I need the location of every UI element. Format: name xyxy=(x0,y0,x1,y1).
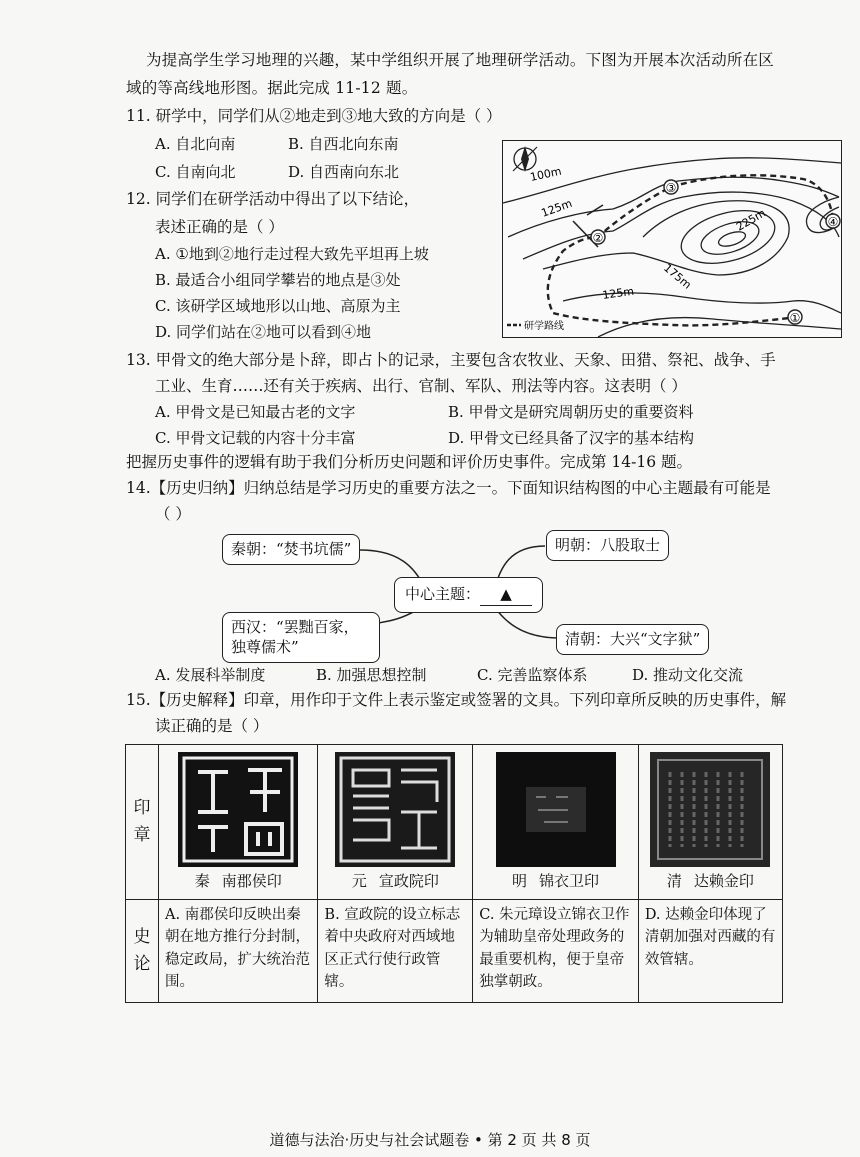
seal-table xyxy=(125,744,783,1003)
mind-node-ming: 明朝：八股取士 xyxy=(546,530,669,561)
seal-cell-yuan xyxy=(318,745,473,900)
seal-name-yuan: 宣政院印 xyxy=(378,872,439,890)
contour-ring-200 xyxy=(675,201,780,272)
mind-center-label: 中心主题： xyxy=(405,585,481,603)
q13-option-c: C. 甲骨文记载的内容十分丰富 xyxy=(155,429,356,447)
q14-option-c: C. 完善监察体系 xyxy=(477,666,588,684)
q11-option-c: C. 自南向北 xyxy=(155,163,236,181)
mind-node-qing: 清朝：大兴“文字狱” xyxy=(556,624,709,655)
q13-stem-1: 13. 甲骨文的绝大部分是卜辞，即占卜的记录，主要包含农牧业、天象、田猎、祭祀、战争、手 xyxy=(126,351,776,369)
q12-option-c: C. 该研学区域地形以山地、高原为主 xyxy=(155,297,401,315)
seal-image-yuan xyxy=(335,752,455,867)
q15-stem-2: 读正确的是（ ） xyxy=(155,717,269,735)
seal-glyphs-qing xyxy=(650,752,770,867)
seal-dynasty-yuan: 元 xyxy=(351,872,367,890)
q13-option-b: B. 甲骨文是研究周朝历史的重要资料 xyxy=(448,403,694,421)
history-cell-d: D. 达赖金印体现了清朝加强对西藏的有效管辖。 xyxy=(638,900,782,1003)
q14-option-d: D. 推动文化交流 xyxy=(632,666,744,684)
seal-dynasty-qin: 秦 xyxy=(194,872,210,890)
mind-node-qin: 秦朝：“焚书坑儒” xyxy=(222,534,360,565)
row-head-seal-label: 印章 xyxy=(133,797,151,845)
map-point-1: ① xyxy=(789,311,801,325)
seal-name-ming: 锦衣卫印 xyxy=(539,872,600,890)
contour-label-100: 100m xyxy=(528,164,563,184)
map-point-2: ② xyxy=(592,231,604,245)
mind-center-mark: ▲ xyxy=(480,584,532,606)
q14-stem-2: （ ） xyxy=(155,505,191,523)
row-head-history xyxy=(126,900,159,1003)
contour-label-225: 225m xyxy=(734,206,768,234)
history-cell-a: A. 南郡侯印反映出秦朝在地方推行分封制，稳定政局，扩大统治范围。 xyxy=(159,900,318,1003)
seal-image-ming xyxy=(496,752,616,867)
q13-option-a: A. 甲骨文是已知最古老的文字 xyxy=(155,403,356,421)
contour-label-175: 175m xyxy=(661,261,694,292)
history-cell-b: B. 宣政院的设立标志着中央政府对西域地区正式行使行政管辖。 xyxy=(318,900,473,1003)
mind-node-xihan: 西汉：“罢黜百家，独尊儒术” xyxy=(222,612,380,663)
row-head-seal xyxy=(126,745,159,900)
q12-stem-1: 12. 同学们在研学活动中得出了以下结论， xyxy=(126,190,420,208)
q14-option-b: B. 加强思想控制 xyxy=(316,666,427,684)
q11-option-b: B. 自西北向东南 xyxy=(288,135,399,153)
seal-cell-qin xyxy=(159,745,318,900)
q14-option-a: A. 发展科举制度 xyxy=(155,666,266,684)
seal-dynasty-qing: 清 xyxy=(666,872,682,890)
contour-label-125b: 125m xyxy=(601,284,635,302)
map-point-3: ③ xyxy=(665,181,677,195)
page-footer: 道德与法治·历史与社会试题卷 • 第 2 页 共 8 页 xyxy=(269,1131,591,1149)
history-cell-c: C. 朱元璋设立锦衣卫作为辅助皇帝处理政务的最重要机构，便于皇帝独掌朝政。 xyxy=(473,900,639,1003)
map-point-4: ④ xyxy=(827,215,839,229)
seal-glyphs-yuan xyxy=(335,752,455,867)
q12-option-a: A. ①地到②地行走过程大致先平坦再上坡 xyxy=(155,245,429,263)
row-head-history-label: 史论 xyxy=(133,926,151,974)
q13-stem-2: 工业、生育……还有关于疾病、出行、官制、军队、刑法等内容。这表明（ ） xyxy=(155,377,687,395)
seal-glyphs-ming xyxy=(496,752,616,867)
seal-glyphs-qin xyxy=(178,752,298,867)
intro-line-1: 为提高学生学习地理的兴趣，某中学组织开展了地理研学活动。下图为开展本次活动所在区 xyxy=(146,51,775,69)
mind-node-center xyxy=(394,577,543,613)
q12-option-b: B. 最适合小组同学攀岩的地点是③处 xyxy=(155,271,401,289)
intro-line-2: 域的等高线地形图。据此完成 11-12 题。 xyxy=(126,79,418,97)
q15-stem-1: 15.【历史解释】印章，用作印于文件上表示鉴定或签署的文具。下列印章所反映的历史事件，解 xyxy=(126,691,787,709)
north-arrow-icon xyxy=(513,146,537,172)
seal-cell-ming xyxy=(473,745,639,900)
q14-stem-1: 14.【历史归纳】归纳总结是学习历史的重要方法之一。下面知识结构图的中心主题最有可能是 xyxy=(126,479,771,497)
legend-label: 研学路线 xyxy=(524,321,564,332)
q11-option-a: A. 自北向南 xyxy=(155,135,236,153)
seal-dynasty-ming: 明 xyxy=(512,872,528,890)
seal-image-qing xyxy=(650,752,770,867)
section-instruction: 把握历史事件的逻辑有助于我们分析历史问题和评价历史事件。完成第 14-16 题。 xyxy=(126,453,693,471)
seal-name-qin: 南郡侯印 xyxy=(221,872,282,890)
q12-option-d: D. 同学们站在②地可以看到④地 xyxy=(155,323,372,341)
q12-stem-2: 表述正确的是（ ） xyxy=(155,218,284,236)
contour-label-125: 125m xyxy=(539,196,574,220)
contour-map xyxy=(502,140,842,338)
contour-map-svg xyxy=(503,141,841,337)
history-row xyxy=(126,900,783,1003)
q11-option-d: D. 自西南向东北 xyxy=(288,163,400,181)
seal-image-qin xyxy=(178,752,298,867)
contour-line-lower xyxy=(598,318,841,337)
research-route xyxy=(548,175,833,325)
q11-stem: 11. 研学中，同学们从②地走到③地大致的方向是（ ） xyxy=(126,107,502,125)
q13-option-d: D. 甲骨文已经具备了汉字的基本结构 xyxy=(448,429,695,447)
seal-cell-qing xyxy=(638,745,782,900)
seal-row xyxy=(126,745,783,900)
seal-name-qing: 达赖金印 xyxy=(693,872,754,890)
